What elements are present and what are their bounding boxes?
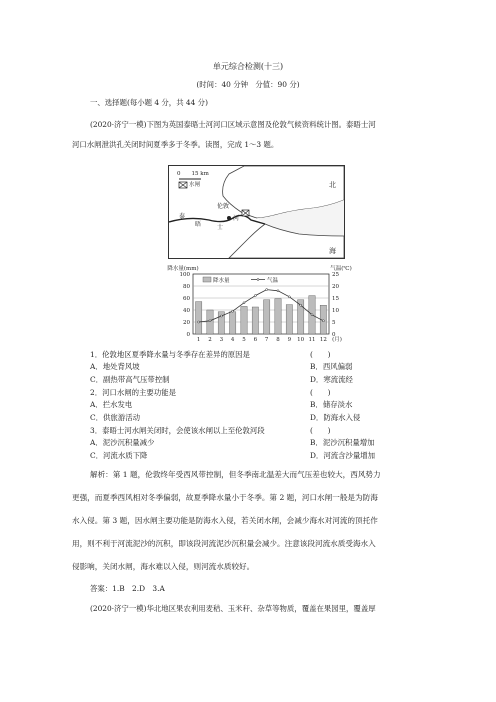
q1-stem: 1．伦敦地区夏季降水量与冬季存在差异的原因是 [90, 350, 250, 359]
temperature-point [322, 320, 324, 322]
right-tick-label: 5 [332, 320, 336, 326]
precipitation-bar [241, 306, 247, 334]
month-tick-label: 3 [219, 337, 224, 343]
analysis-line-4: 用，则不利于河流泥沙的沉积，即该段河流泥沙沉积量会减少。注意该段河流水质受海水入 [72, 539, 376, 548]
map-river-label-3: 士 [217, 224, 224, 231]
temperature-point [277, 290, 279, 292]
page-title: 单元综合检测(十三) [212, 62, 284, 71]
map-legend-label: 水闸 [189, 182, 201, 188]
q1-option-c[interactable]: C．副热带高气压带控制 [90, 375, 170, 384]
map-sea-label: 海 [329, 247, 336, 255]
analysis-line-3: 水入侵。第 3 题，因水闸主要功能是防海水入侵，若关闭水闸，会减少海水对河流的顶托作 [72, 516, 378, 525]
left-axis-title: 降水量(mm) [167, 266, 199, 272]
temperature-point [288, 296, 290, 298]
q2-option-d[interactable]: D．防海水入侵 [310, 413, 361, 422]
precipitation-bar [286, 305, 292, 334]
q3-option-b[interactable]: B．泥沙沉积量增加 [310, 438, 375, 447]
right-tick-label: 15 [332, 296, 339, 302]
left-tick-label: 40 [183, 308, 190, 314]
month-tick-label: 8 [276, 337, 280, 343]
temperature-point [232, 310, 234, 312]
temperature-point [198, 321, 200, 323]
month-tick-label: 1 [196, 337, 201, 343]
legend-line-point [257, 279, 259, 281]
q1-paren: ( ) [310, 350, 331, 359]
map-city-label: 伦敦 [217, 203, 230, 210]
left-tick-label: 0 [186, 332, 190, 338]
legend-precipitation-label: 降水量 [213, 278, 230, 284]
precipitation-bar [252, 307, 258, 334]
q3-option-a[interactable]: A．泥沙沉积量减少 [90, 438, 155, 447]
map-scale: 0 15 km [177, 171, 209, 177]
right-tick-label: 25 [332, 272, 339, 278]
analysis-line-5: 侵影响，关闭水闸，海水难以入侵，则河流水质较好。 [72, 562, 255, 571]
month-tick-label: 11 [308, 337, 316, 343]
month-tick-label: 12 [319, 337, 327, 343]
map-river-label-4: 河 [233, 215, 240, 222]
precipitation-bar [275, 299, 281, 334]
q2-stem: 2．河口水闸的主要功能是 [90, 388, 177, 397]
left-tick-label: 20 [183, 320, 190, 326]
right-axis-title: 气温(℃) [330, 266, 352, 272]
map-north-label: 北 [329, 181, 336, 189]
precipitation-bar [229, 312, 235, 334]
q3-option-c[interactable]: C．河流水质下降 [90, 451, 148, 460]
temperature-point [311, 314, 313, 316]
q2-paren: ( ) [310, 388, 331, 397]
q2-option-c[interactable]: C．供旅游活动 [90, 413, 140, 422]
left-tick-label: 60 [183, 296, 190, 302]
precipitation-bar [195, 302, 201, 334]
q2-option-a[interactable]: A．拦水发电 [90, 400, 133, 409]
answer-line: 答案：1.B 2.D 3.A [90, 584, 165, 593]
q3-stem: 3．泰晤士河水闸关闭时，会使该水闸以上至伦敦河段 [90, 426, 265, 435]
analysis-line-1: 解析：第 1 题，伦敦终年受西风带控制，但冬季南北温差大而气压差也较大，西风势力 [90, 470, 381, 479]
right-tick-label: 0 [332, 332, 336, 338]
intro-line-2: 河口水闸泄洪孔关闭时间夏季多于冬季。读图，完成 1～3 题。 [72, 140, 279, 149]
temperature-point [209, 320, 211, 322]
q1-option-d[interactable]: D．寒流流经 [310, 375, 353, 384]
month-tick-label: 2 [208, 337, 212, 343]
temperature-point [243, 302, 245, 304]
q1-option-b[interactable]: B．西风偏弱 [310, 362, 353, 371]
month-tick-label: 6 [253, 337, 258, 343]
x-axis-unit: (月) [332, 337, 342, 343]
precipitation-bar [263, 300, 269, 334]
analysis-line-2: 更强，而夏季西风相对冬季偏弱，故夏季降水量小于冬季。第 2 题，河口水闸一般是为防海 [72, 493, 378, 502]
month-tick-label: 7 [264, 337, 269, 343]
right-tick-label: 20 [332, 284, 339, 290]
exam-meta: (时间：40 分钟 分值：90 分) [196, 80, 300, 89]
london-marker-icon [227, 216, 231, 220]
month-tick-label: 10 [297, 337, 305, 343]
estuary-map [168, 165, 345, 259]
month-tick-label: 5 [242, 337, 246, 343]
q3-paren: ( ) [310, 426, 331, 435]
temperature-point [254, 295, 256, 297]
temperature-point [300, 304, 302, 306]
climate-chart-svg [163, 262, 355, 346]
climate-chart [163, 262, 355, 346]
map-river-label-1: 泰 [179, 213, 186, 220]
temperature-point [220, 315, 222, 317]
map-river-label-2: 晤 [195, 221, 202, 228]
q3-option-d[interactable]: D．河流含沙量增加 [310, 451, 376, 460]
section-heading: 一、选择题(每小题 4 分，共 44 分) [90, 98, 208, 107]
left-tick-label: 80 [183, 284, 190, 290]
legend-bar-swatch [203, 277, 211, 282]
month-tick-label: 9 [287, 337, 292, 343]
month-tick-label: 4 [230, 337, 235, 343]
legend-temperature-label: 气温 [267, 278, 279, 284]
right-tick-label: 10 [332, 308, 339, 314]
intro-line-1: (2020·济宁一模)下图为英国泰晤士河河口区域示意图及伦敦气候资料统计图。泰晤士河 [90, 120, 376, 129]
temperature-line [199, 290, 324, 322]
next-question-intro: (2020·济宁一模)华北地区果农利用麦秸、玉米秆、杂草等物质，覆盖在果园里，覆盖厚 [90, 604, 376, 613]
q2-option-b[interactable]: B．储存淡水 [310, 400, 353, 409]
temperature-point [266, 289, 268, 291]
q1-option-a[interactable]: A．地处背风坡 [90, 362, 140, 371]
left-tick-label: 100 [179, 272, 190, 278]
